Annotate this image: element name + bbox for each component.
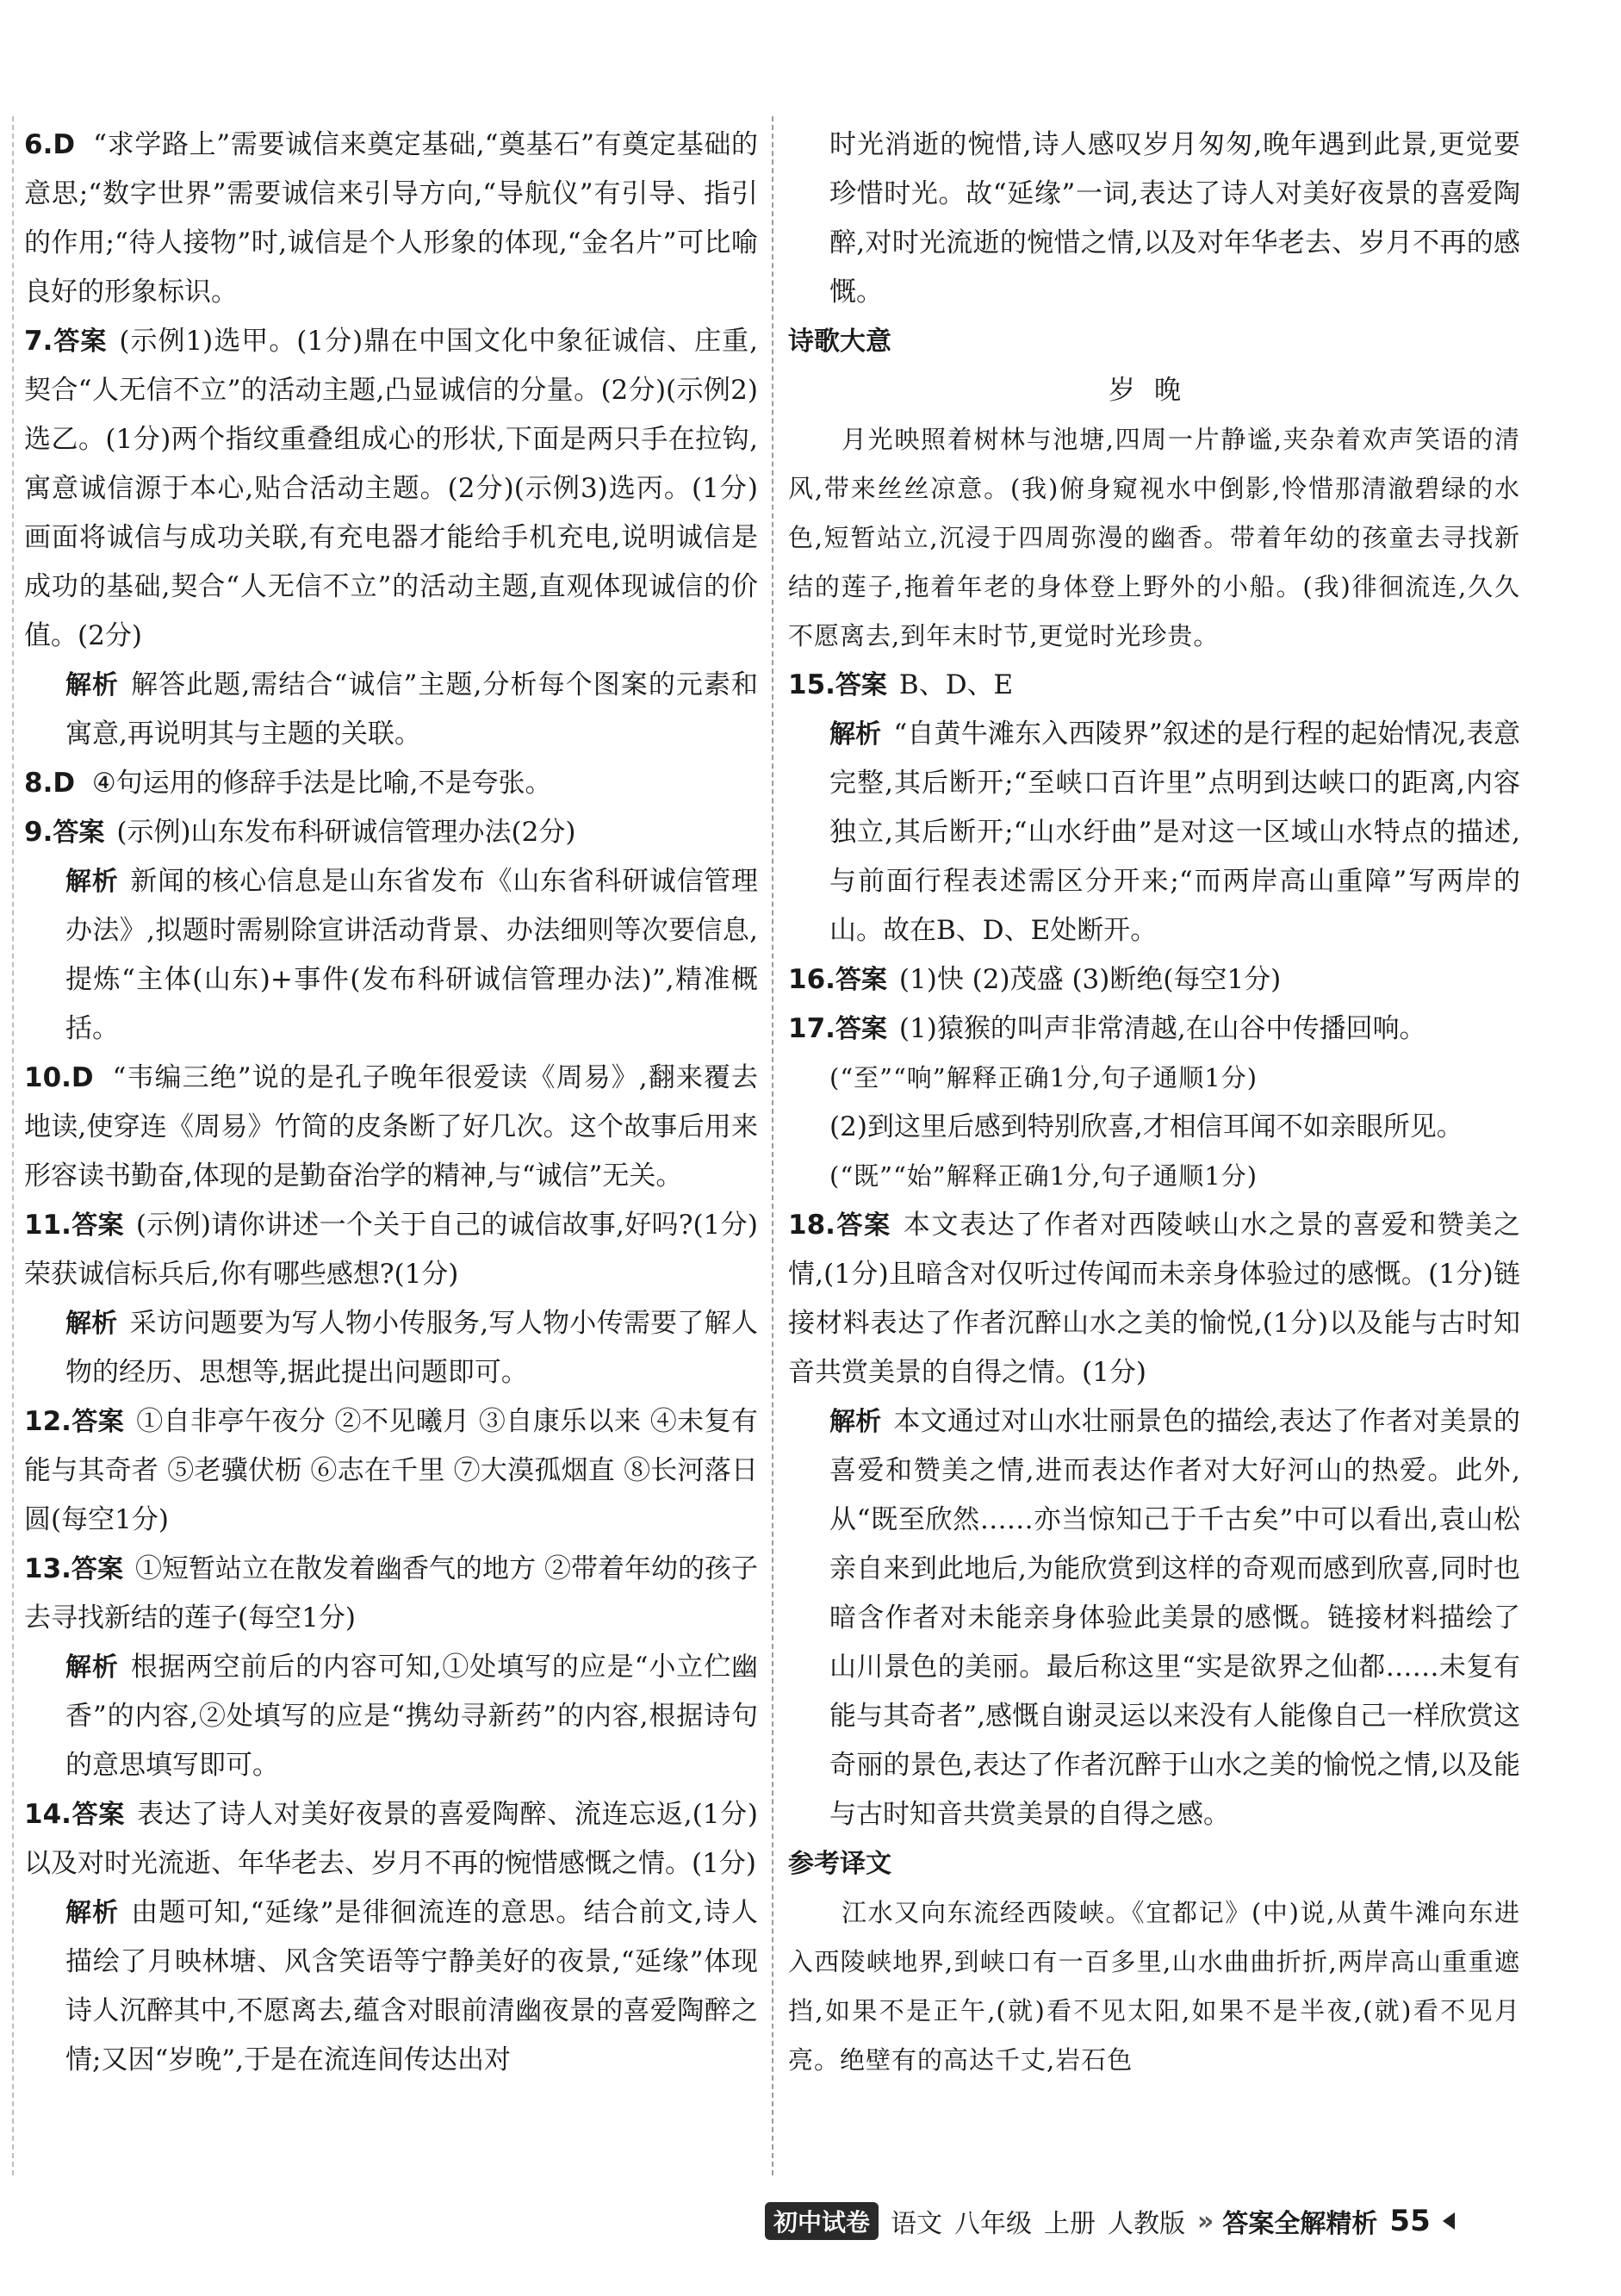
answer-item-8: 8.D ④句运用的修辞手法是比喻,不是夸张。 [24, 768, 552, 799]
translation-heading: 参考译文 [788, 1849, 891, 1879]
footer-subject: 语文 [891, 2209, 943, 2239]
analysis-13: 解析 根据两空前后的内容可知,①处填写的应是“小立伫幽香”的内容,②处填写的应是“携幼寻新药”的内容,根据诗句的意思填写即可。 [65, 1652, 759, 1781]
chevron-right-icon: » [1197, 2206, 1211, 2237]
poem-meaning-heading: 诗歌大意 [788, 327, 891, 357]
answer-item-10: 10.D “韦编三绝”说的是孔子晚年很爱读《周易》,翻来覆去地读,使穿连《周易》竹简的皮条断了好几次。这个故事后用来形容读书勤奋,体现的是勤奋治学的精神,与“诚信”无关。 [24, 1062, 758, 1192]
page-number: 55 [1389, 2204, 1431, 2238]
footer-edition: 人教版 [1108, 2209, 1186, 2239]
answer-item-6: 6.D “求学路上”需要诚信来奠定基础,“奠基石”有奠定基础的意思;“数字世界”需要诚信来引导方向,“导航仪”有引导、指引的作用;“待人接物”时,诚信是个人形象的体现,“金名片”可比喻良好的形象标识。 [24, 129, 758, 308]
answer-item-15: 15.答案 B、D、E [788, 669, 1014, 700]
column-divider [772, 116, 773, 2175]
scoring-note-17-2: (“既”“始”解释正确1分,句子通顺1分) [829, 1161, 1258, 1191]
answer-17-2: (2)到这里后感到特别欣喜,才相信耳闻不如亲眼所见。 [829, 1111, 1463, 1142]
analysis-15: 解析 “自黄牛滩东入西陵界”叙述的是行程的起始情况,表意完整,其后断开;“至峡口百许里”点明到达峡口的距离,内容独立,其后断开;“山水纡曲”是对这一区域山水特点的描述,与前面行程表述需区分开来;“而两岸高山重障”写两岸的山。故在B、D、E处断开。 [829, 719, 1520, 946]
left-column [24, 121, 758, 2085]
analysis-7: 解析 解答此题,需结合“诚信”主题,分析每个图案的元素和寓意,再说明其与主题的关联。 [65, 669, 758, 750]
answer-item-14: 14.答案 表达了诗人对美好夜景的喜爱陶醉、流连忘返,(1分)以及对时光流逝、年华老去、岁月不再的惋惜感慨之情。(1分) [24, 1799, 759, 1879]
answer-item-13: 13.答案 ①短暂站立在散发着幽香气的地方 ②带着年幼的孩子去寻找新结的莲子(每空1分) [24, 1553, 758, 1633]
answer-item-18: 18.答案 本文表达了作者对西陵峡山水之景的喜爱和赞美之情,(1分)且暗含对仅听过传闻而未亲身体验过的感慨。(1分)链接材料表达了作者沉醉山水之美的愉悦,(1分)以及能与古时知音共赏美景的自得之情。(1分) [788, 1210, 1521, 1388]
triangle-left-icon [1443, 2212, 1455, 2230]
analysis-18: 解析 本文通过对山水壮丽景色的描绘,表达了作者对美景的喜爱和赞美之情,进而表达作者对大好河山的热爱。此外,从“既至欣然……亦当惊知己于千古矣”中可以看出,袁山松亲自来到此地后,为能欣赏到这样的奇观而感到欣喜,同时也暗含作者对未能亲身体验此美景的感慨。链接材料描绘了山川景色的美丽。最后称这里“实是欲界之仙都……未复有能与其奇者”,感慨自谢灵运以来没有人能像自己一样欣赏这奇丽的景色,表达了作者沉醉于山水之美的愉悦之情,以及能与古时知音共赏美景的自得之感。 [829, 1406, 1521, 1830]
answer-item-16: 16.答案 (1)快 (2)茂盛 (3)断绝(每空1分) [788, 964, 1282, 995]
page-footer [765, 2200, 1455, 2243]
poem-title: 岁晚 [1109, 375, 1200, 406]
footer-grade: 八年级 [954, 2209, 1033, 2239]
analysis-9: 解析 新闻的核心信息是山东省发布《山东省科研诚信管理办法》,拟题时需剔除宣讲活动背景、办法细则等次要信息,提炼“主体(山东)+事件(发布科研诚信管理办法)”,精准概括。 [65, 866, 759, 1044]
analysis-11: 解析 采访问题要为写人物小传服务,写人物小传需要了解人物的经历、思想等,据此提出问题即可。 [65, 1308, 758, 1388]
answer-item-12: 12.答案 ①自非亭午夜分 ②不见曦月 ③自康乐以来 ④未复有能与其奇者 ⑤老骥伏枥 ⑥志在千里 ⑦大漠孤烟直 ⑧长河落日圆(每空1分) [24, 1406, 758, 1535]
answer-item-9: 9.答案 (示例)山东发布科研诚信管理办法(2分) [24, 817, 576, 848]
left-margin-rule [12, 116, 14, 2175]
translation-text: 江水又向东流经西陵峡。《宜都记》(中)说,从黄牛滩向东进入西陵峡地界,到峡口有一百多里,山水曲曲折折,两岸高山重重遮挡,如果不是正午,(就)看不见太阳,如果不是半夜,(就)看不见月亮。绝壁有的高达千丈,岩石色 [788, 1898, 1520, 2075]
answer-item-17: 17.答案 (1)猿猴的叫声非常清越,在山谷中传播回响。 [788, 1013, 1426, 1044]
answer-item-11: 11.答案 (示例)请你讲述一个关于自己的诚信故事,好吗?(1分) 荣获诚信标兵后,你有哪些感想?(1分) [24, 1210, 759, 1290]
analysis-14: 解析 由题可知,“延缘”是徘徊流连的意思。结合前文,诗人描绘了月映林塘、风含笑语等宁静美好的夜景,“延缘”体现诗人沉醉其中,不愿离去,蕴含对眼前清幽夜景的喜爱陶醉之情;又因“岁晚”,于是在流连间传达出对 [65, 1897, 759, 2075]
scoring-note-17-1: (“至”“响”解释正确1分,句子通顺1分) [829, 1063, 1258, 1092]
analysis-14-continued: 时光消逝的惋惜,诗人感叹岁月匆匆,晚年遇到此景,更觉要珍惜时光。故“延缘”一词,表达了诗人对美好夜景的喜爱陶醉,对时光流逝的惋惜之情,以及对年华老去、岁月不再的感慨。 [829, 129, 1520, 308]
footer-title: 答案全解精析 [1222, 2209, 1378, 2239]
answer-item-7: 7.答案 (示例1)选甲。(1分)鼎在中国文化中象征诚信、庄重,契合“人无信不立”的活动主题,凸显诚信的分量。(2分)(示例2)选乙。(1分)两个指纹重叠组成心的形状,下面是两只手在拉钩,寓意诚信源于本心,贴合活动主题。(2分)(示例3)选丙。(1分)画面将诚信与成功关联,有充电器才能给手机充电,说明诚信是成功的基础,契合“人无信不立”的活动主题,直观体现诚信的价值。(2分) [24, 326, 758, 651]
poem-meaning-text: 月光映照着树林与池塘,四周一片静谧,夹杂着欢声笑语的清风,带来丝丝凉意。(我)俯身窥视水中倒影,怜惜那清澈碧绿的水色,短暂站立,沉浸于四周弥漫的幽香。带着年幼的孩童去寻找新结的莲子,拖着年老的身体登上野外的小船。(我)徘徊流连,久久不愿离去,到年末时节,更觉时光珍贵。 [788, 425, 1520, 650]
series-badge: 初中试卷 [765, 2202, 879, 2240]
right-column [788, 121, 1520, 2085]
footer-volume: 上册 [1044, 2209, 1096, 2239]
